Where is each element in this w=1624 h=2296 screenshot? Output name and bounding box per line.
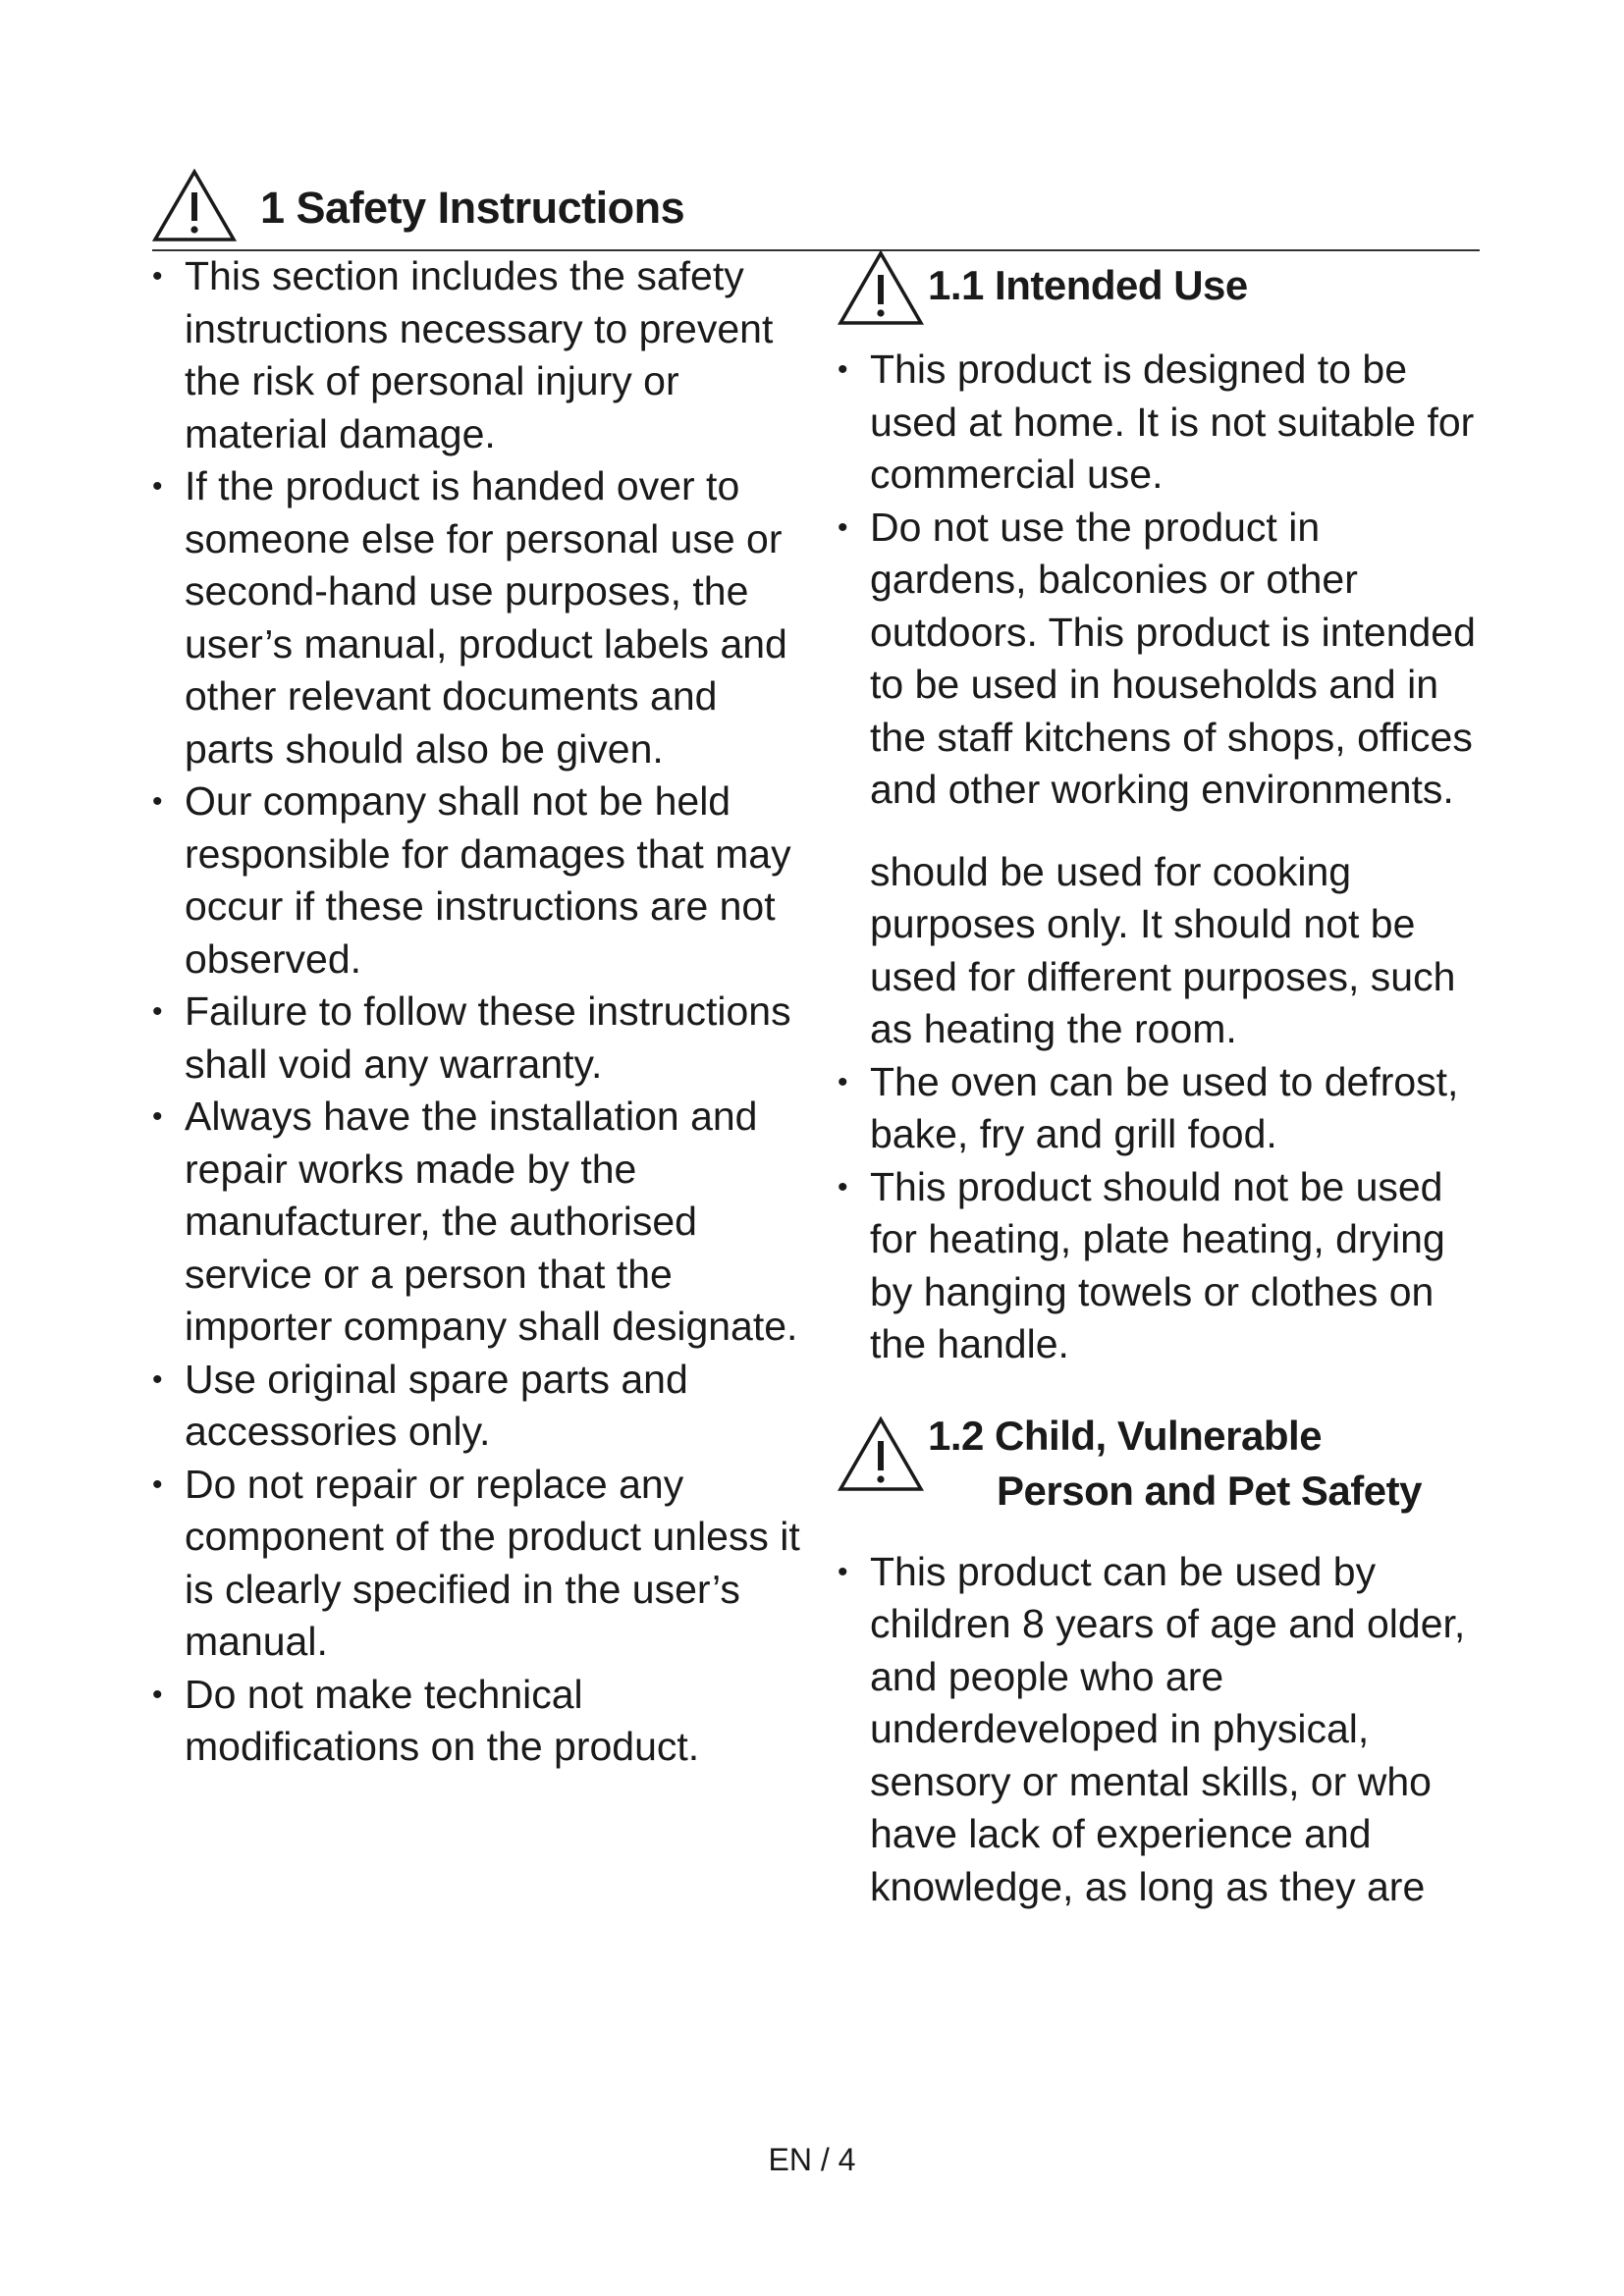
list-item: • Use original spare parts and accessories only. [152, 1354, 800, 1459]
section-header [152, 165, 1480, 251]
list-item: • This section includes the safety instructions necessary to prevent the risk of personal injury or material damage. [152, 250, 800, 460]
page-number: EN / 4 [768, 2142, 856, 2177]
warning-triangle-icon [152, 169, 237, 243]
child-safety-title-line1: 1.2 Child, Vulnerable [928, 1412, 1323, 1459]
list-item: • Do not repair or replace any component of the product unless it is clearly specified in the user’s manual. [152, 1459, 800, 1669]
warning-triangle-icon [838, 1416, 924, 1493]
left-column [152, 250, 800, 1774]
column-gap [838, 817, 1481, 846]
list-item: • This product can be used by children 8 years of age and older, and people who are underdeveloped in physical, sensory or mental skills, or who have lack of experience and knowledge, as long as they are [838, 1546, 1481, 1914]
child-safety-list [838, 1546, 1481, 1914]
child-safety-title [928, 1409, 1422, 1519]
list-item: • Failure to follow these instructions shall void any warranty. [152, 986, 800, 1091]
child-safety-header [838, 1401, 1481, 1546]
list-item: • If the product is handed over to someone else for personal use or second-hand use purposes, the user’s manual, product labels and other relevant documents and parts should also be given. [152, 460, 800, 775]
warning-triangle-icon [838, 250, 924, 327]
list-item: • Do not make technical modifications on the product. [152, 1669, 800, 1774]
intended-use-list-continued [838, 1056, 1481, 1371]
right-column [838, 250, 1481, 1913]
section-gap [838, 1371, 1481, 1401]
safety-list [152, 250, 800, 1774]
list-item: • Do not use the product in gardens, balconies or other outdoors. This product is intended to be used in households and in the staff kitchens of shops, offices and other working environments. [838, 502, 1481, 817]
list-item: • This product is designed to be used at home. It is not suitable for commercial use. [838, 344, 1481, 502]
intended-use-list [838, 344, 1481, 817]
child-safety-title-line2: Person and Pet Safety [997, 1467, 1422, 1514]
list-item: • Always have the installation and repair works made by the manufacturer, the authorised service or a person that the importer company shall designate. [152, 1091, 800, 1354]
intended-use-header [838, 250, 1481, 344]
list-item: • This product should not be used for heating, plate heating, drying by hanging towels or clothes on the handle. [838, 1161, 1481, 1371]
list-item: • The oven can be used to defrost, bake, fry and grill food. [838, 1056, 1481, 1161]
list-item: • Our company shall not be held responsible for damages that may occur if these instructions are not observed. [152, 775, 800, 986]
section-title: 1 Safety Instructions [260, 183, 685, 233]
intended-use-title: 1.1 Intended Use [928, 262, 1248, 308]
continuation-paragraph: should be used for cooking purposes only. It should not be used for different purposes, such as heating the room. [870, 848, 1456, 1051]
